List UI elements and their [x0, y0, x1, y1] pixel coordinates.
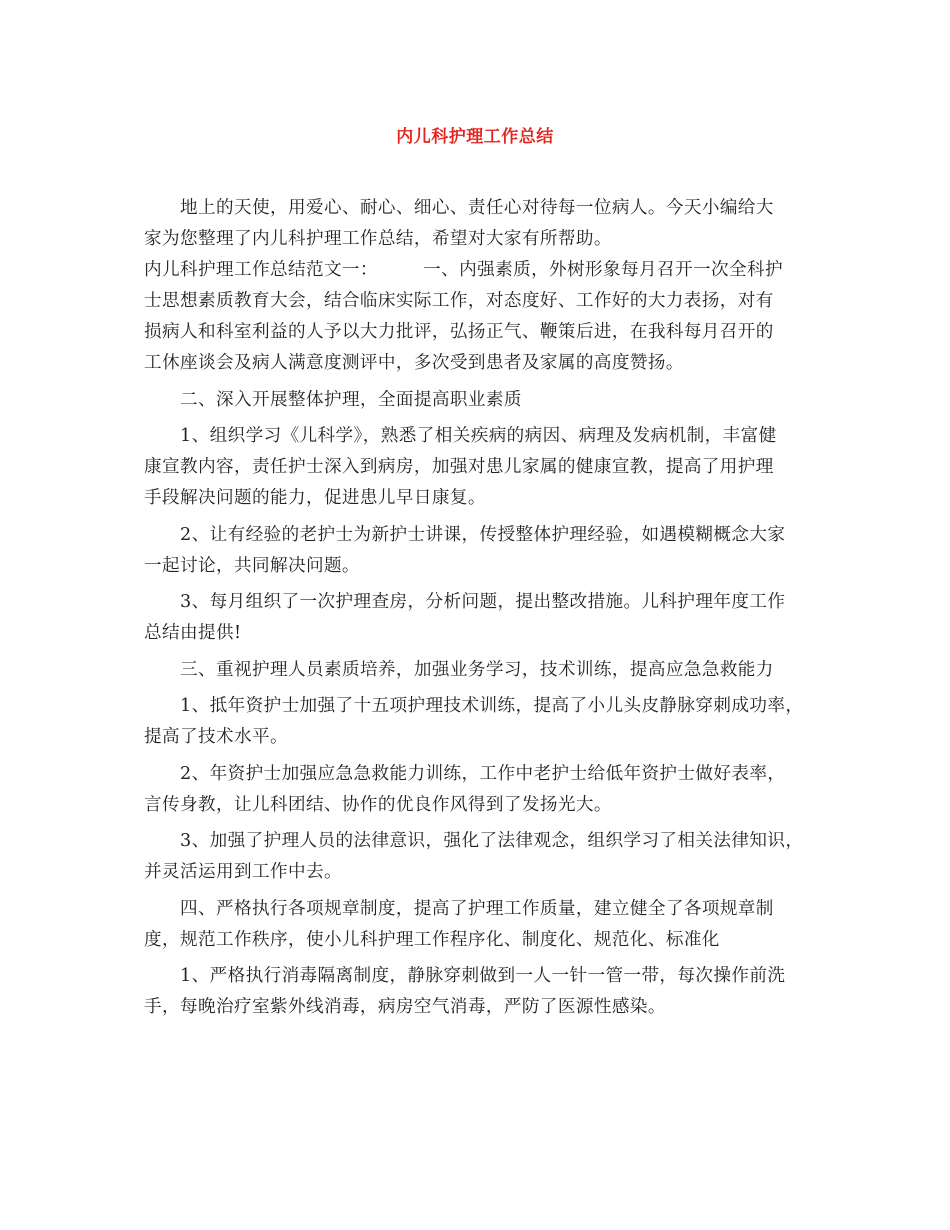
paragraph-line: 1、严格执行消毒隔离制度，静脉穿刺做到一人一针一管一带，每次操作前洗	[180, 966, 786, 986]
paragraph-line: 一起讨论，共同解决问题。	[144, 555, 360, 576]
paragraph-line: 3、每月组织了一次护理查房，分析问题，提出整改措施。儿科护理年度工作	[180, 592, 786, 612]
paragraph-line: 2、年资护士加强应急急救能力训练，工作中老护士给低年资护士做好表率，	[180, 763, 786, 784]
section-heading: 四、严格执行各项规章制度，提高了护理工作质量，建立健全了各项规章制	[180, 898, 774, 919]
document-body	[144, 193, 814, 1023]
paragraph-line: 损病人和科室利益的人予以大力批评，弘扬正气、鞭策后进，在我科每月召开的	[144, 322, 774, 342]
paragraph-line: 度，规范工作秩序，使小儿科护理工作程序化、制度化、规范化、标准化	[144, 929, 720, 950]
paragraph-line: 家为您整理了内儿科护理工作总结，希望对大家有所帮助。	[144, 229, 612, 249]
paragraph-line: 工休座谈会及病人满意度测评中，多次受到患者及家属的高度赞扬。	[144, 353, 684, 373]
paragraph-line: 3、加强了护理人员的法律意识，强化了法律观念，组织学习了相关法律知识，	[180, 831, 804, 851]
document-title: 内儿科护理工作总结	[396, 127, 554, 147]
paragraph-line: 提高了技术水平。	[144, 727, 288, 747]
paragraph-line: 地上的天使，用爱心、耐心、细心、责任心对待每一位病人。今天小编给大	[180, 198, 774, 218]
paragraph-line: 手段解决问题的能力，促进患儿早日康复。	[144, 488, 486, 508]
section-heading: 二、深入开展整体护理，全面提高职业素质	[180, 389, 522, 410]
paragraph-line: 言传身教，让儿科团结、协作的优良作风得到了发扬光大。	[144, 794, 612, 815]
paragraph-line: 总结由提供!	[144, 623, 242, 643]
paragraph-line: 1、组织学习《儿科学》，熟悉了相关疾病的病因、病理及发病机制，丰富健	[180, 426, 777, 446]
paragraph-line: 1、抵年资护士加强了十五项护理技术训练，提高了小儿头皮静脉穿刺成功率，	[180, 696, 804, 716]
paragraph-line: 康宣教内容，责任护士深入到病房，加强对患儿家属的健康宣教，提高了用护理	[144, 457, 774, 477]
paragraph-line: 内儿科护理工作总结范文一： 一、内强素质，外树形象每月召开一次全科护	[144, 260, 783, 280]
paragraph-line: 2、让有经验的老护士为新护士讲课，传授整体护理经验，如遇模糊概念大家	[180, 524, 786, 545]
paragraph-line: 并灵活运用到工作中去。	[144, 862, 342, 882]
paragraph-line: 手，每晚治疗室紫外线消毒，病房空气消毒，严防了医源性感染。	[144, 997, 666, 1017]
paragraph-line: 士思想素质教育大会，结合临床实际工作，对态度好、工作好的大力表扬，对有	[144, 291, 774, 311]
section-heading: 三、重视护理人员素质培养，加强业务学习，技术训练，提高应急急救能力	[180, 659, 774, 680]
